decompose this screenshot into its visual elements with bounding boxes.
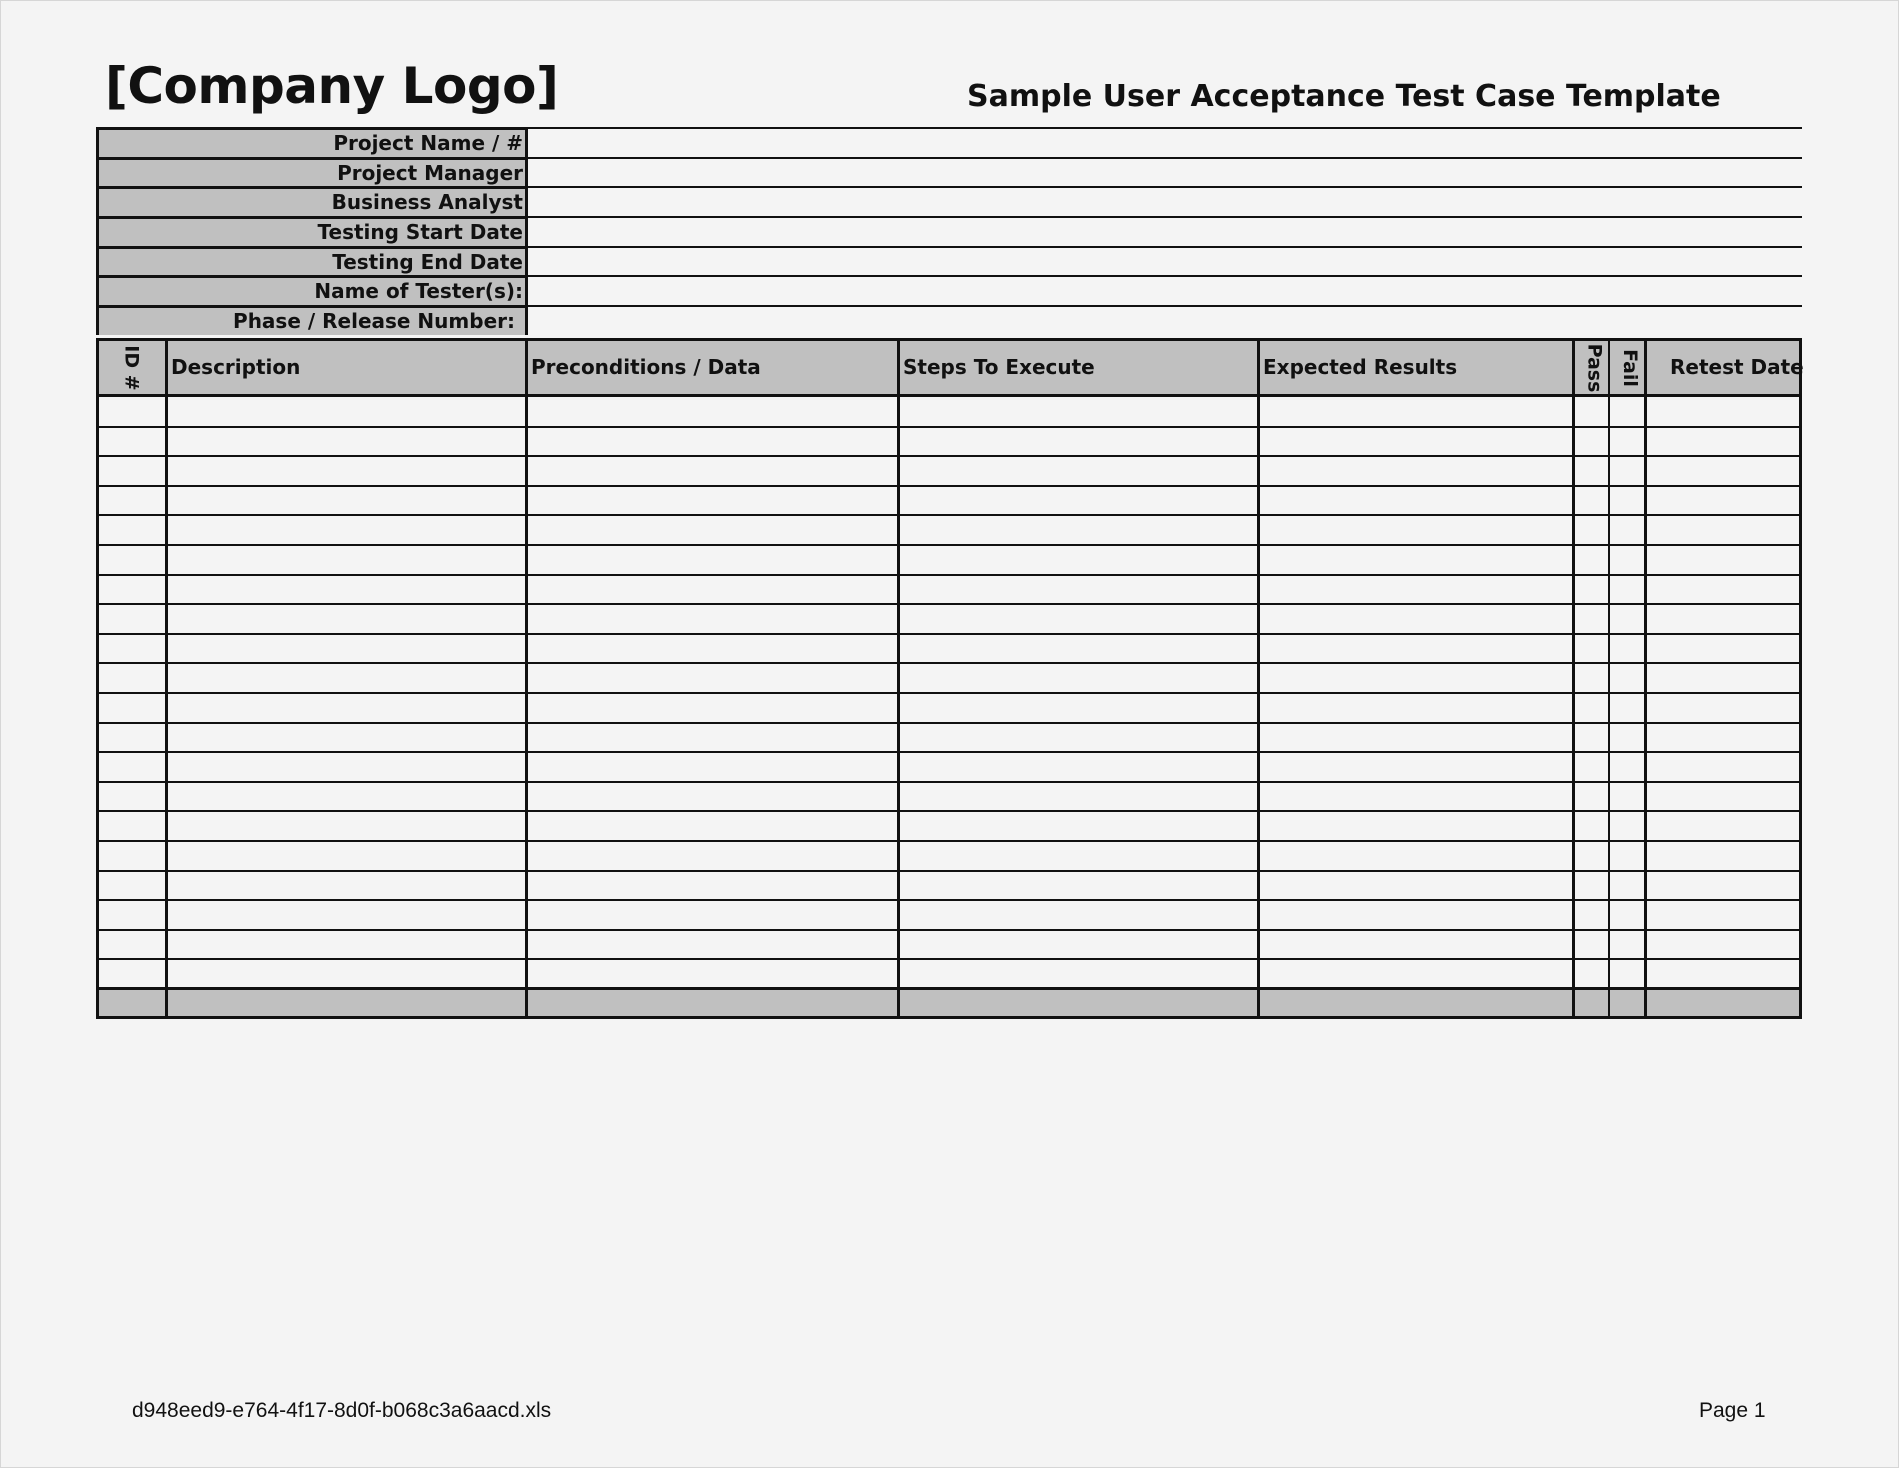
project-info-block: [96, 127, 1802, 335]
column-header-steps: Steps To Execute: [903, 355, 1095, 379]
table-row[interactable]: [99, 575, 1799, 605]
column-divider: [1644, 341, 1647, 1016]
column-divider: [897, 341, 900, 1016]
column-header-fail: Fail: [1619, 348, 1641, 387]
table-row[interactable]: [99, 545, 1799, 575]
row-divider: [99, 426, 1799, 428]
row-divider: [99, 514, 1799, 516]
row-divider: [99, 870, 1799, 872]
table-row[interactable]: [99, 723, 1799, 753]
business-analyst-field[interactable]: [528, 186, 1802, 216]
row-divider: [99, 662, 1799, 664]
table-row[interactable]: [99, 693, 1799, 723]
table-row[interactable]: [99, 397, 1799, 427]
project-manager-row: [96, 157, 1802, 187]
table-row[interactable]: [99, 811, 1799, 841]
table-row[interactable]: [99, 900, 1799, 930]
testing-end-date-row: [96, 246, 1802, 276]
testers-field[interactable]: [528, 275, 1802, 305]
business-analyst-row: [96, 186, 1802, 216]
table-row[interactable]: [99, 663, 1799, 693]
phase-release-row: [96, 305, 1802, 335]
row-divider: [99, 722, 1799, 724]
row-divider: [99, 455, 1799, 457]
column-divider: [1608, 341, 1610, 1016]
table-row[interactable]: [99, 841, 1799, 871]
project-name-row: [96, 127, 1802, 157]
column-divider: [525, 341, 528, 1016]
column-header-pass: Pass: [1583, 343, 1606, 392]
project-manager-label: Project Manager: [96, 157, 528, 187]
row-divider: [99, 781, 1799, 783]
document-title: Sample User Acceptance Test Case Template: [967, 79, 1721, 114]
table-row[interactable]: [99, 930, 1799, 960]
row-divider: [99, 633, 1799, 635]
row-divider: [99, 544, 1799, 546]
file-name: d948eed9-e764-4f17-8d0f-b068c3a6aacd.xls: [132, 1399, 552, 1422]
table-row[interactable]: [99, 515, 1799, 545]
phase-release-field[interactable]: [528, 305, 1802, 335]
row-divider: [99, 899, 1799, 901]
table-row[interactable]: [99, 782, 1799, 812]
row-divider: [99, 574, 1799, 576]
testing-start-date-field[interactable]: [528, 216, 1802, 246]
row-divider: [99, 929, 1799, 931]
row-divider: [99, 603, 1799, 605]
column-header-description: Description: [171, 355, 301, 379]
column-header-expected-results: Expected Results: [1263, 355, 1458, 379]
column-divider: [165, 341, 168, 1016]
testers-row: [96, 275, 1802, 305]
row-divider: [99, 692, 1799, 694]
column-header-retest-date: Retest Date: [1670, 355, 1804, 379]
table-row[interactable]: [99, 604, 1799, 634]
table-row[interactable]: [99, 959, 1799, 989]
testing-end-date-field[interactable]: [528, 246, 1802, 276]
testing-end-date-label: Testing End Date: [96, 246, 528, 276]
row-divider: [99, 958, 1799, 960]
table-row[interactable]: [99, 871, 1799, 901]
column-divider: [1257, 341, 1260, 1016]
row-divider: [99, 485, 1799, 487]
table-row[interactable]: [99, 486, 1799, 516]
table-header: [99, 341, 1804, 397]
column-header-preconditions: Preconditions / Data: [531, 355, 761, 379]
table-row[interactable]: [99, 634, 1799, 664]
test-case-table: [96, 338, 1802, 1019]
testers-label: Name of Tester(s):: [96, 275, 528, 305]
business-analyst-label: Business Analyst: [96, 186, 528, 216]
table-footer-band: [99, 987, 1799, 1016]
page-number: Page 1: [1699, 1399, 1766, 1422]
project-manager-field[interactable]: [528, 157, 1802, 187]
project-name-label: Project Name / #: [96, 127, 528, 157]
project-name-field[interactable]: [528, 127, 1802, 157]
column-divider: [1572, 341, 1575, 1016]
row-divider: [99, 751, 1799, 753]
table-row[interactable]: [99, 752, 1799, 782]
testing-start-date-label: Testing Start Date: [96, 216, 528, 246]
company-logo-placeholder: [Company Logo]: [105, 57, 559, 115]
testing-start-date-row: [96, 216, 1802, 246]
column-header-id: ID #: [120, 344, 143, 391]
table-row[interactable]: [99, 456, 1799, 486]
table-row[interactable]: [99, 427, 1799, 457]
phase-release-label: Phase / Release Number:: [96, 305, 528, 335]
row-divider: [99, 840, 1799, 842]
row-divider: [99, 810, 1799, 812]
